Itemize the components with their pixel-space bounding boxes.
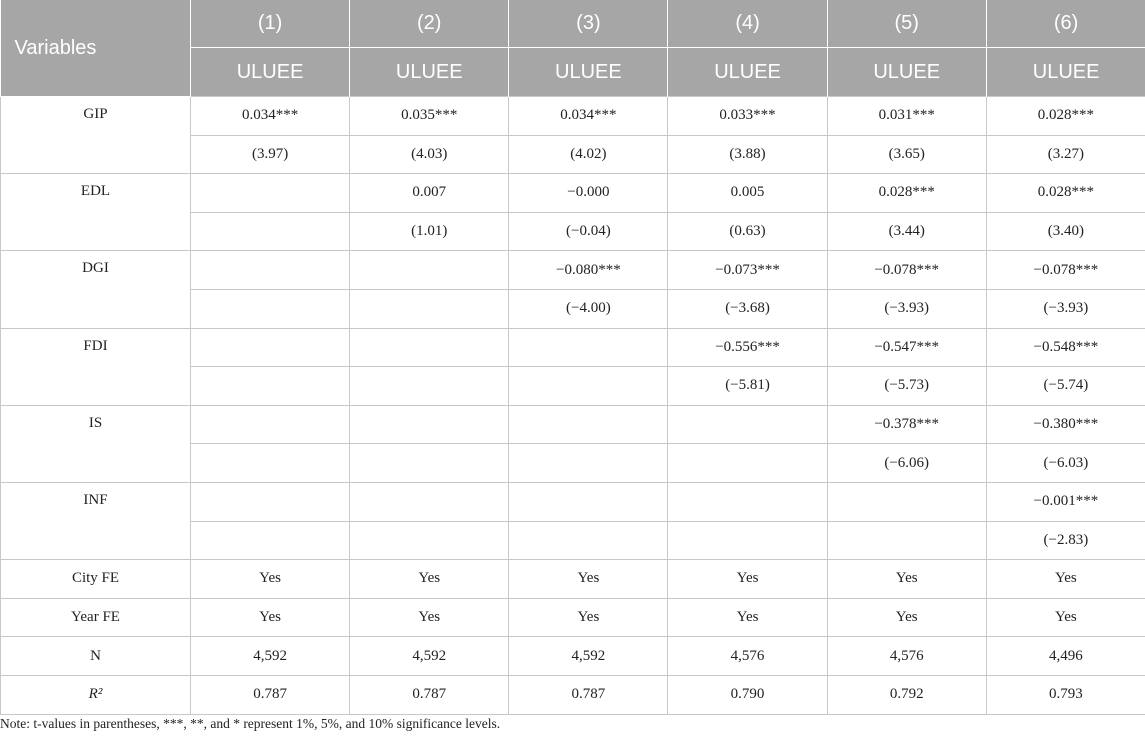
stat-cell: Yes (509, 560, 668, 599)
t-value-cell: (−5.81) (668, 367, 827, 406)
dependent-variable-header: ULUEE (986, 48, 1145, 97)
coefficient-cell (350, 251, 509, 290)
dependent-variable-header: ULUEE (509, 48, 668, 97)
stat-label: R² (1, 675, 191, 714)
t-value-cell: (3.65) (827, 135, 986, 174)
variable-name: INF (1, 482, 191, 559)
coefficient-cell (191, 405, 350, 444)
t-value-cell (827, 521, 986, 560)
coefficient-cell (191, 328, 350, 367)
coefficient-cell: −0.548*** (986, 328, 1145, 367)
coefficient-cell (350, 482, 509, 521)
column-number-header: (4) (668, 0, 827, 48)
table-row-stat (1, 560, 1145, 599)
variable-name: EDL (1, 174, 191, 251)
t-value-cell: (0.63) (668, 212, 827, 251)
table-header (1, 0, 1145, 97)
variables-header: Variables (1, 0, 191, 97)
stat-cell: Yes (986, 598, 1145, 637)
t-value-cell: (−2.83) (986, 521, 1145, 560)
t-value-cell: (−5.74) (986, 367, 1145, 406)
t-value-cell (509, 444, 668, 483)
t-value-cell (191, 444, 350, 483)
table-row-stat (1, 637, 1145, 676)
t-value-cell (191, 212, 350, 251)
table-note: Note: t-values in parentheses, ***, **, and * represent 1%, 5%, and 10% significance levels. (0, 716, 501, 731)
coefficient-cell (509, 405, 668, 444)
dependent-variable-header: ULUEE (350, 48, 509, 97)
stat-cell: 4,576 (827, 637, 986, 676)
t-value-cell: (−6.06) (827, 444, 986, 483)
t-value-cell: (4.02) (509, 135, 668, 174)
column-number-header: (5) (827, 0, 986, 48)
stat-cell: Yes (668, 560, 827, 599)
coefficient-cell: 0.033*** (668, 97, 827, 136)
variable-name: DGI (1, 251, 191, 328)
column-number-header: (2) (350, 0, 509, 48)
t-value-cell (191, 367, 350, 406)
coefficient-cell: 0.007 (350, 174, 509, 213)
coefficient-cell (350, 405, 509, 444)
coefficient-cell: −0.380*** (986, 405, 1145, 444)
stat-label: N (1, 637, 191, 676)
stat-cell: 4,592 (509, 637, 668, 676)
coefficient-cell: 0.031*** (827, 97, 986, 136)
t-value-cell: (−6.03) (986, 444, 1145, 483)
coefficient-cell (509, 482, 668, 521)
t-value-cell (191, 521, 350, 560)
t-value-cell: (3.88) (668, 135, 827, 174)
coefficient-cell (191, 251, 350, 290)
stat-cell: 0.787 (350, 675, 509, 714)
stat-cell: 4,576 (668, 637, 827, 676)
stat-cell: Yes (350, 598, 509, 637)
stat-cell: Yes (668, 598, 827, 637)
t-value-cell (191, 289, 350, 328)
t-value-cell (350, 444, 509, 483)
stat-label: Year FE (1, 598, 191, 637)
t-value-cell (350, 289, 509, 328)
t-value-cell: (−3.93) (827, 289, 986, 328)
coefficient-cell: 0.035*** (350, 97, 509, 136)
table-row-stat (1, 675, 1145, 714)
coefficient-cell: −0.378*** (827, 405, 986, 444)
column-number-header: (3) (509, 0, 668, 48)
t-value-cell (350, 367, 509, 406)
t-value-cell (668, 444, 827, 483)
coefficient-cell: −0.078*** (827, 251, 986, 290)
stat-cell: 0.790 (668, 675, 827, 714)
stat-cell: 0.793 (986, 675, 1145, 714)
coefficient-cell: −0.001*** (986, 482, 1145, 521)
coefficient-cell (668, 482, 827, 521)
t-value-cell (509, 367, 668, 406)
coefficient-cell: −0.000 (509, 174, 668, 213)
stat-cell: 4,592 (350, 637, 509, 676)
coefficient-cell (827, 482, 986, 521)
table-row-coef (1, 251, 1145, 290)
column-number-header: (1) (191, 0, 350, 48)
t-value-cell: (3.27) (986, 135, 1145, 174)
coefficient-cell (191, 174, 350, 213)
dependent-variable-header: ULUEE (191, 48, 350, 97)
table-row-coef (1, 328, 1145, 367)
coefficient-cell: 0.028*** (827, 174, 986, 213)
t-value-cell (668, 521, 827, 560)
table-row-coef (1, 482, 1145, 521)
stat-cell: Yes (827, 560, 986, 599)
table-row-coef (1, 97, 1145, 136)
stat-label: City FE (1, 560, 191, 599)
t-value-cell: (4.03) (350, 135, 509, 174)
coefficient-cell (350, 328, 509, 367)
stat-cell: 0.792 (827, 675, 986, 714)
stat-cell: 4,496 (986, 637, 1145, 676)
variable-name: IS (1, 405, 191, 482)
stat-cell: Yes (191, 598, 350, 637)
column-number-header: (6) (986, 0, 1145, 48)
t-value-cell: (3.97) (191, 135, 350, 174)
t-value-cell: (−3.93) (986, 289, 1145, 328)
t-value-cell (350, 521, 509, 560)
dependent-variable-header: ULUEE (668, 48, 827, 97)
stat-cell: Yes (350, 560, 509, 599)
coefficient-cell: 0.034*** (509, 97, 668, 136)
t-value-cell: (3.44) (827, 212, 986, 251)
coefficient-cell: −0.556*** (668, 328, 827, 367)
table-row-coef (1, 174, 1145, 213)
stat-cell: Yes (191, 560, 350, 599)
coefficient-cell: −0.078*** (986, 251, 1145, 290)
t-value-cell: (3.40) (986, 212, 1145, 251)
coefficient-cell: 0.034*** (191, 97, 350, 136)
table-row-coef (1, 405, 1145, 444)
variable-name: FDI (1, 328, 191, 405)
t-value-cell: (−4.00) (509, 289, 668, 328)
coefficient-cell: −0.073*** (668, 251, 827, 290)
coefficient-cell: −0.080*** (509, 251, 668, 290)
coefficient-cell: 0.005 (668, 174, 827, 213)
coefficient-cell: −0.547*** (827, 328, 986, 367)
dependent-variable-header: ULUEE (827, 48, 986, 97)
coefficient-cell (509, 328, 668, 367)
stat-cell: 0.787 (509, 675, 668, 714)
table-row-stat (1, 598, 1145, 637)
coefficient-cell: 0.028*** (986, 97, 1145, 136)
coefficient-cell: 0.028*** (986, 174, 1145, 213)
coefficient-cell (191, 482, 350, 521)
t-value-cell: (1.01) (350, 212, 509, 251)
header-row-columns (1, 0, 1145, 48)
t-value-cell: (−3.68) (668, 289, 827, 328)
t-value-cell (509, 521, 668, 560)
stat-cell: Yes (827, 598, 986, 637)
variable-name: GIP (1, 97, 191, 174)
stat-cell: Yes (509, 598, 668, 637)
stat-cell: 4,592 (191, 637, 350, 676)
coefficient-cell (668, 405, 827, 444)
stat-cell: 0.787 (191, 675, 350, 714)
stat-cell: Yes (986, 560, 1145, 599)
t-value-cell: (−0.04) (509, 212, 668, 251)
table-body (1, 97, 1145, 715)
t-value-cell: (−5.73) (827, 367, 986, 406)
